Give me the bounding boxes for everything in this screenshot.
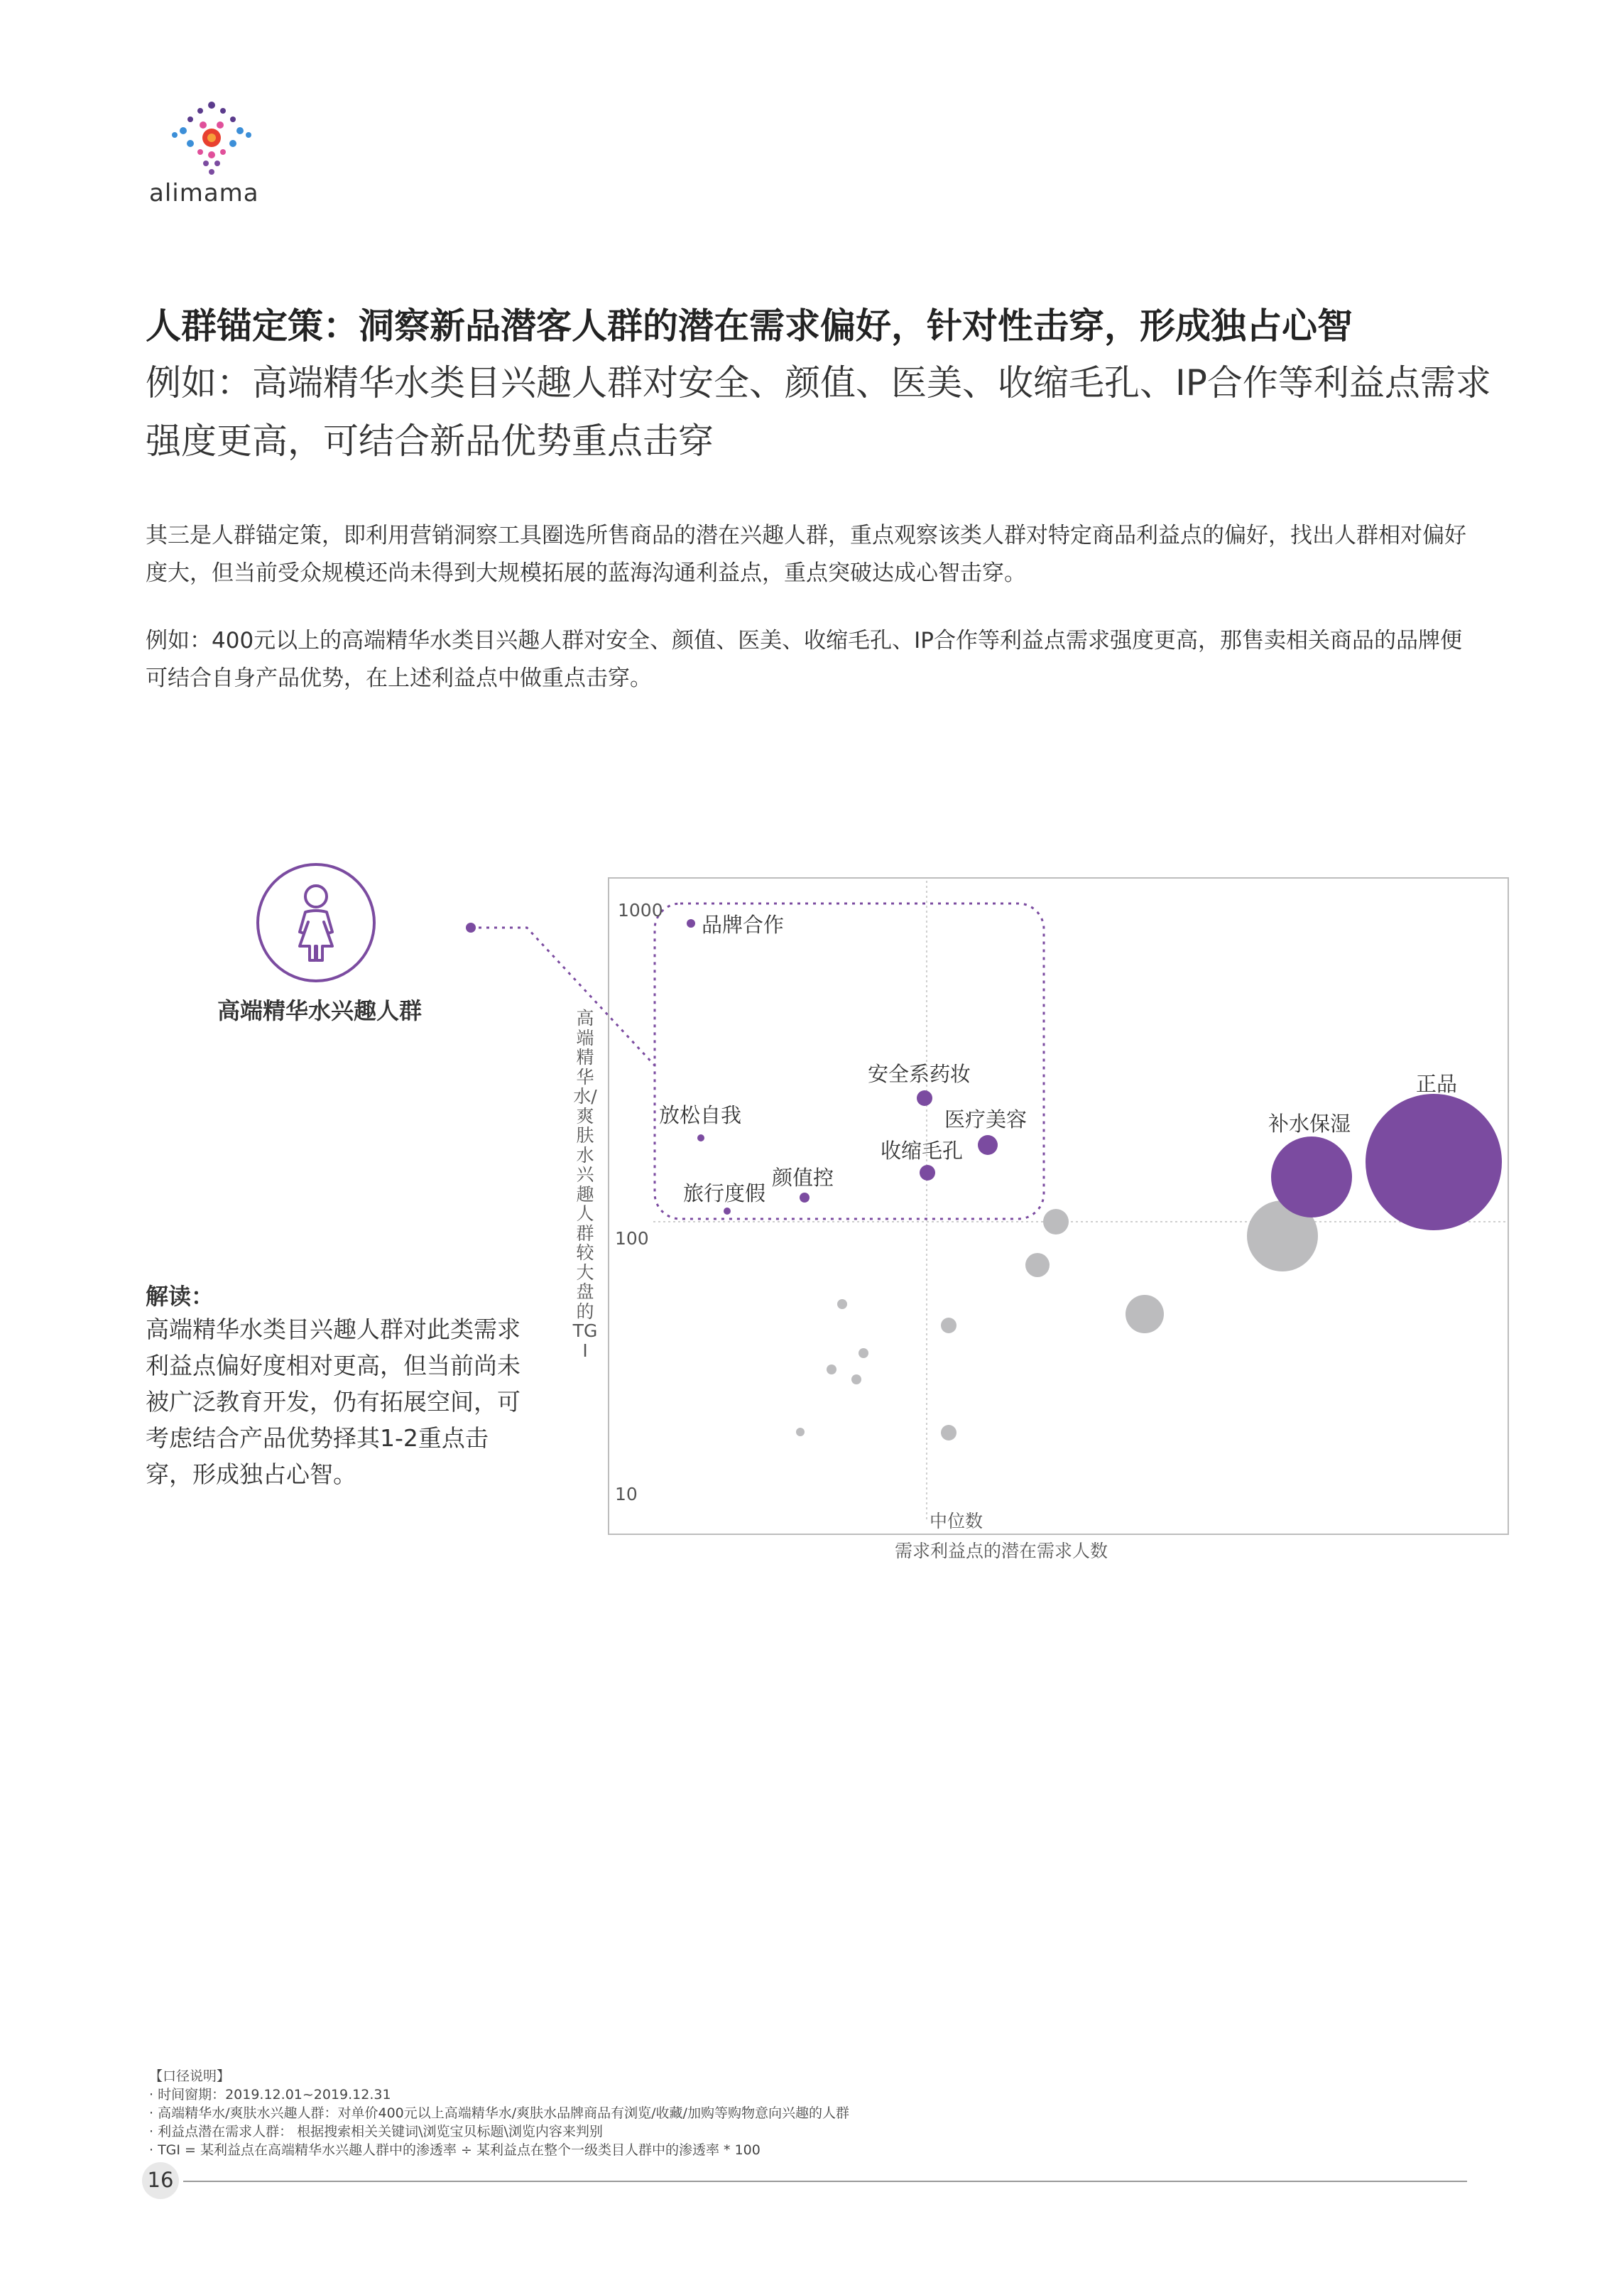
other-point — [941, 1425, 957, 1441]
chart-frame — [609, 878, 1508, 1534]
note-line: · 利益点潜在需求人群： 根据搜索相关关键词\浏览宝贝标题\浏览内容来判别 — [149, 2124, 603, 2139]
point-beauty-lover — [800, 1193, 810, 1203]
y-axis-label: 高端精华水/爽肤水兴趣人群较大盘的TGI — [572, 1008, 598, 1361]
woman-icon — [256, 862, 376, 983]
point-travel — [724, 1208, 731, 1215]
x-median-label: 中位数 — [930, 1511, 983, 1531]
logo-text: alimama — [149, 179, 259, 207]
y-tick-10: 10 — [615, 1484, 638, 1504]
label-genuine: 正品 — [1416, 1072, 1458, 1096]
connector-line — [471, 928, 655, 1065]
other-point — [941, 1318, 957, 1333]
interpretation-text: 高端精华水类目兴趣人群对此类需求利益点偏好度相对更高，但当前尚未被广泛教育开发，仍有拓展空间，可考虑结合产品优势择其1-2重点击穿，形成独占心智。 — [146, 1315, 521, 1488]
body-paragraph-1: 其三是人群锚定策，即利用营销洞察工具圈选所售商品的潜在兴趣人群，重点观察该类人群对特定商品利益点的偏好，找出人群相对偏好度大，但当前受众规模还尚未得到大规模拓展的蓝海沟通利益点，重点突破达成心智击穿。 — [146, 523, 1466, 586]
label-shrink-pores: 收缩毛孔 — [881, 1139, 964, 1163]
persona-label: 高端精华水兴趣人群 — [217, 997, 422, 1024]
point-shrink-pores — [920, 1165, 935, 1181]
label-medical-beauty: 医疗美容 — [944, 1107, 1028, 1132]
other-point — [851, 1374, 861, 1384]
note-line: · 时间窗期：2019.12.01~2019.12.31 — [149, 2087, 391, 2103]
point-genuine — [1366, 1094, 1502, 1230]
heading-subtitle: 例如：高端精华水类目兴趣人群对安全、颜值、医美、收缩毛孔、IP合作等利益点需求强度更高，可结合新品优势重点击穿 — [146, 362, 1491, 462]
label-brand-collab: 品牌合作 — [702, 913, 785, 937]
note-line: · TGI = 某利益点在高端精华水兴趣人群中的渗透率 ÷ 某利益点在整个一级类目人群中的渗透率 * 100 — [149, 2142, 761, 2158]
methodology-notes — [149, 2067, 1214, 2159]
heading-title-part1: 人群锚定策：洞察新品潜客人群的潜在需求偏好，针对性击穿 — [146, 305, 1104, 347]
heading-title-part2: 形成独占心智 — [1140, 305, 1353, 347]
point-hydration — [1271, 1136, 1352, 1217]
other-point — [859, 1348, 868, 1358]
other-point — [837, 1299, 847, 1309]
label-safe-cosmeceutical: 安全系药妆 — [868, 1062, 971, 1086]
other-point — [827, 1364, 836, 1374]
other-point — [1126, 1295, 1164, 1333]
point-medical-beauty — [978, 1135, 998, 1155]
highlight-region — [655, 904, 1044, 1219]
point-relax — [697, 1134, 704, 1141]
footer-divider — [183, 2181, 1467, 2182]
other-point — [796, 1428, 805, 1436]
note-line: 【口径说明】 — [149, 2068, 231, 2084]
label-hydration: 补水保湿 — [1268, 1112, 1351, 1136]
y-tick-100: 100 — [615, 1228, 649, 1249]
page-number: 16 — [147, 2168, 174, 2192]
label-travel: 旅行度假 — [683, 1181, 766, 1205]
point-safe-cosmeceutical — [917, 1090, 932, 1106]
interpretation-title: 解读： — [146, 1283, 214, 1310]
heading-title: 人群锚定策：洞察新品潜客人群的潜在需求偏好，针对性击穿，形成独占心智 — [146, 305, 1353, 347]
body-paragraph-2: 例如：400元以上的高端精华水类目兴趣人群对安全、颜值、医美、收缩毛孔、IP合作等利益点需求强度更高，那售卖相关商品的品牌便可结合自身产品优势，在上述利益点中做重点击穿。 — [146, 628, 1462, 691]
note-line: · 高端精华水/爽肤水兴趣人群：对单价400元以上高端精华水/爽肤水品牌商品有浏览/收藏/加购等购物意向兴趣的人群 — [149, 2105, 849, 2121]
other-points — [796, 1200, 1318, 1441]
x-axis-label: 需求利益点的潜在需求人数 — [895, 1541, 1108, 1561]
other-point — [1043, 1209, 1069, 1235]
label-beauty-lover: 颜值控 — [772, 1166, 834, 1190]
label-relax: 放松自我 — [659, 1103, 742, 1127]
persona-icon-circle — [256, 862, 376, 983]
other-point — [1025, 1253, 1050, 1277]
point-brand-collab — [687, 919, 695, 928]
y-tick-1000: 1000 — [618, 900, 663, 921]
